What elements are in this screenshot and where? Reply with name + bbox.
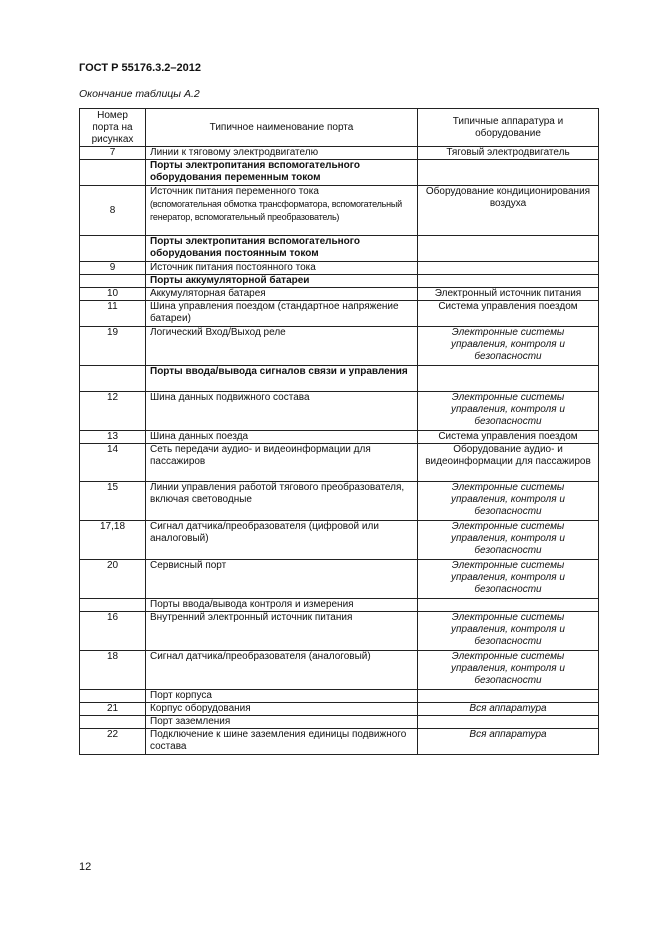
- port-equipment: [418, 275, 599, 288]
- port-equipment: Электронные системы управления, контроля и безопасности: [418, 612, 599, 651]
- table-row: [80, 521, 599, 560]
- port-name: Корпус оборудования: [146, 703, 418, 716]
- table-caption: Окончание таблицы А.2: [79, 88, 200, 100]
- port-name-cell: [146, 186, 418, 236]
- table-row: [80, 651, 599, 690]
- port-number: [80, 366, 146, 392]
- port-number: [80, 690, 146, 703]
- table-row: [80, 482, 599, 521]
- port-number: 9: [80, 262, 146, 275]
- port-number: [80, 160, 146, 186]
- header-name: Типичное наименование порта: [146, 109, 418, 147]
- port-name: Логический Вход/Выход реле: [146, 327, 418, 366]
- port-number: 18: [80, 651, 146, 690]
- port-equipment: [418, 262, 599, 275]
- table-row: [80, 560, 599, 599]
- table-row: [80, 444, 599, 482]
- table-row: [80, 703, 599, 716]
- page-number: 12: [79, 861, 92, 873]
- section-title: Порты электропитания вспомогательного оборудования переменным током: [146, 160, 418, 186]
- header-equipment: Типичные аппаратура и оборудование: [418, 109, 599, 147]
- port-number: 12: [80, 392, 146, 431]
- port-equipment: Оборудование аудио- и видеоинформации для пассажиров: [418, 444, 599, 482]
- port-number: [80, 275, 146, 288]
- port-equipment: Электронный источник питания: [418, 288, 599, 301]
- port-equipment: [418, 236, 599, 262]
- port-number: 13: [80, 431, 146, 444]
- table-row: [80, 288, 599, 301]
- port-name: Источник питания переменного тока: [150, 186, 319, 197]
- port-equipment: Электронные системы управления, контроля и безопасности: [418, 560, 599, 599]
- table-row: [80, 186, 599, 236]
- section-row: [80, 160, 599, 186]
- port-equipment: Электронные системы управления, контроля и безопасности: [418, 327, 599, 366]
- port-equipment: [418, 366, 599, 392]
- port-number: 14: [80, 444, 146, 482]
- port-number: [80, 716, 146, 729]
- port-equipment: [418, 716, 599, 729]
- section-row: [80, 716, 599, 729]
- port-number: 7: [80, 147, 146, 160]
- port-number: 22: [80, 729, 146, 755]
- header-number: Номер порта на рисунках: [80, 109, 146, 147]
- port-number: 16: [80, 612, 146, 651]
- port-name: Сигнал датчика/преобразователя (цифровой или аналоговый): [146, 521, 418, 560]
- port-name: Сеть передачи аудио- и видеоинформации для пассажиров: [146, 444, 418, 482]
- section-title: Порты ввода/вывода сигналов связи и управления: [146, 366, 418, 392]
- section-title: Порты электропитания вспомогательного оборудования постоянным током: [146, 236, 418, 262]
- section-title: Порты ввода/вывода контроля и измерения: [146, 599, 418, 612]
- port-equipment: Система управления поездом: [418, 301, 599, 327]
- table-row: [80, 147, 599, 160]
- table-row: [80, 392, 599, 431]
- port-equipment: Оборудование кондиционирования воздуха: [418, 186, 599, 236]
- port-number: 8: [80, 186, 146, 236]
- section-row: [80, 599, 599, 612]
- port-equipment: Электронные системы управления, контроля и безопасности: [418, 651, 599, 690]
- port-name: Шина управления поездом (стандартное напряжение батареи): [146, 301, 418, 327]
- table-header-row: [80, 109, 599, 147]
- port-name: Аккумуляторная батарея: [146, 288, 418, 301]
- port-name-note: (вспомогательная обмотка трансформатора, вспомогательный генератор, вспомогательный преобразователь): [150, 199, 403, 222]
- port-equipment: [418, 160, 599, 186]
- table-row: [80, 431, 599, 444]
- port-equipment: Вся аппаратура: [418, 703, 599, 716]
- port-name: Источник питания постоянного тока: [146, 262, 418, 275]
- port-name: Линии к тяговому электродвигателю: [146, 147, 418, 160]
- port-number: 11: [80, 301, 146, 327]
- port-name: Шина данных поезда: [146, 431, 418, 444]
- port-name: Сигнал датчика/преобразователя (аналоговый): [146, 651, 418, 690]
- port-number: 10: [80, 288, 146, 301]
- port-name: Шина данных подвижного состава: [146, 392, 418, 431]
- table-row: [80, 612, 599, 651]
- port-number: 15: [80, 482, 146, 521]
- port-name: Подключение к шине заземления единицы подвижного состава: [146, 729, 418, 755]
- port-name: Сервисный порт: [146, 560, 418, 599]
- port-equipment: [418, 599, 599, 612]
- ports-table: [79, 108, 599, 755]
- section-row: [80, 236, 599, 262]
- table-row: [80, 327, 599, 366]
- port-equipment: [418, 690, 599, 703]
- port-equipment: Электронные системы управления, контроля и безопасности: [418, 521, 599, 560]
- port-equipment: Электронные системы управления, контроля и безопасности: [418, 392, 599, 431]
- port-number: [80, 599, 146, 612]
- port-equipment: Тяговый электродвигатель: [418, 147, 599, 160]
- document-header: ГОСТ Р 55176.3.2–2012: [79, 62, 202, 74]
- port-name: Линии управления работой тягового преобразователя, включая световодные: [146, 482, 418, 521]
- port-equipment: Вся аппаратура: [418, 729, 599, 755]
- table-row: [80, 729, 599, 755]
- port-number: [80, 236, 146, 262]
- port-number: 19: [80, 327, 146, 366]
- section-title: Порт заземления: [146, 716, 418, 729]
- table-row: [80, 262, 599, 275]
- table-row: [80, 301, 599, 327]
- port-number: 17,18: [80, 521, 146, 560]
- port-equipment: Система управления поездом: [418, 431, 599, 444]
- port-name: Внутренний электронный источник питания: [146, 612, 418, 651]
- section-row: [80, 366, 599, 392]
- port-equipment: Электронные системы управления, контроля и безопасности: [418, 482, 599, 521]
- section-title: Порт корпуса: [146, 690, 418, 703]
- port-number: 20: [80, 560, 146, 599]
- section-title: Порты аккумуляторной батареи: [146, 275, 418, 288]
- port-number: 21: [80, 703, 146, 716]
- section-row: [80, 690, 599, 703]
- section-row: [80, 275, 599, 288]
